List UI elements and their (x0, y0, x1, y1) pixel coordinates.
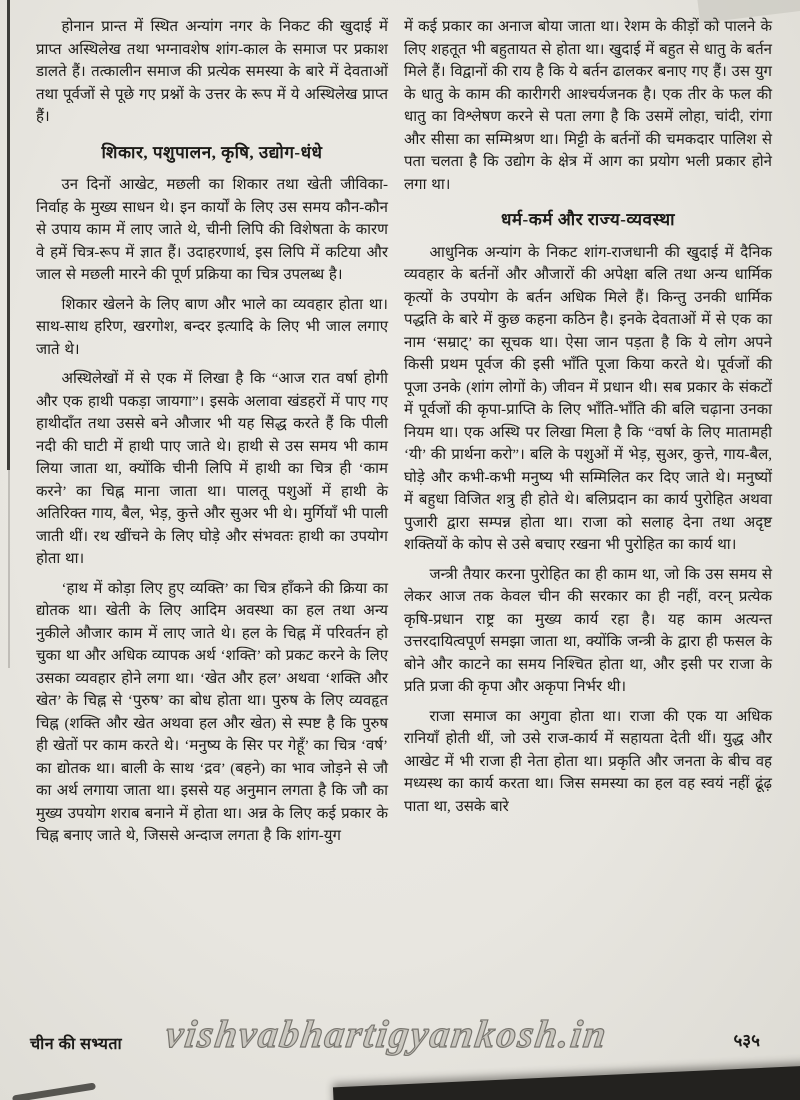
body-paragraph: शिकार खेलने के लिए बाण और भाले का व्यवहार होता था। साथ-साथ हरिण, खरगोश, बन्दर इत्यादि के लिए भी जाल लगाए जाते थे। (36, 296, 388, 358)
body-paragraph: राजा समाज का अगुवा होता था। राजा की एक या अधिक रानियाँ होती थीं, जो उसे राज-कार्य में सहायता देती थीं। युद्ध और आखेट में भी राजा ही नेता होता था। प्रकृति और जनता के बीच वह मध्यस्थ का कार्य करता था। जिस समस्या का हल वह स्वयं नहीं ढूंढ़ पाता था, उसके बारे (404, 708, 772, 815)
watermark-text: vishvabhartigyankosh.in (162, 1013, 611, 1056)
left-text-column (36, 16, 388, 855)
body-paragraph: आधुनिक अन्यांग के निकट शांग-राजधानी की खुदाई में दैनिक व्यवहार के बर्तनों और औजारों की अपेक्षा बलि तथा अन्य धार्मिक कृत्यों के उपयोग के बर्तन अधिक मिले हैं। किन्तु उनकी धार्मिक पद्धति के बारे में कुछ कहना कठिन है। इनके देवताओं में से एक का नाम ‘सम्राट्’ का सूचक था। ऐसा जान पड़ता है कि ये लोग अपने किसी प्रथम पूर्वज की इसी भाँति पूजा किया करते थे। पूर्वजों की पूजा उनके (शांग लोगों के) जीवन में प्रधान थी। सब प्रकार के संकटों में पूर्वजों की कृपा-प्राप्ति के लिए भाँति-भाँति की बलि चढ़ाना उनका नियम था। एक अस्थि पर लिखा मिला है कि “वर्षा के लिए मातामही ‘यी’ की प्रार्थना करो”। बलि के पशुओं में भेड़, सुअर, कुत्ते, गाय-बैल, घोड़े और कभी-कभी मनुष्य भी सम्मिलित कर दिए जाते थे। मनुष्यों में बहुधा विजित शत्रु ही होते थे। बलिप्रदान का कार्य पुरोहित अथवा पुजारी द्वारा सम्पन्न होता था। राजा को सलाह देना तथा अदृष्ट शक्तियों के कोप से उसे बचाए रखना भी पुरोहित का कार्य था। (404, 244, 772, 553)
body-paragraph: में कई प्रकार का अनाज बोया जाता था। रेशम के कीड़ों को पालने के लिए शहतूत भी बहुतायत से होता था। खुदाई में बहुत से धातु के बर्तन मिले हैं। विद्वानों की राय है कि ये बर्तन ढालकर बनाए गए हैं। उस युग के धातु के काम की कारीगरी आश्चर्यजनक है। एक तीर के फल की धातु का विश्लेषण करने से पता लगा है कि उसमें लोहा, चांदी, रांगा और सीसा का सम्मिश्रण था। मिट्टी के बर्तनों की चमकदार पालिश से पता चलता है कि उद्योग के क्षेत्र में आग का प्रयोग भली प्रकार होने लगा था। (404, 19, 772, 193)
body-paragraph: अस्थिलेखों में से एक में लिखा है कि “आज रात वर्षा होगी और एक हाथी पकड़ा जायगा”। इसके अलावा खंडहरों में पाए गए हाथीदाँत तथा उससे बने औजार भी यह सिद्ध करते हैं कि पीली नदी की घाटी में हाथी पाए जाते थे। हाथी से उस समय भी काम लिया जाता था, क्योंकि चीनी लिपि में हाथी का चित्र ही ‘काम करने’ का चिह्न माना जाता था। पालतू पशुओं में हाथी के अतिरिक्त गाय, बैल, भेड़, कुत्ते और सुअर भी थे। मुर्गियाँ भी पाली जाती थीं। रथ खींचने के लिए घोड़े और संभवतः हाथी का उपयोग होता था। (36, 371, 388, 567)
body-paragraph: उन दिनों आखेट, मछली का शिकार तथा खेती जीविका-निर्वाह के मुख्य साधन थे। इन कार्यों के लिए उस समय कौन-कौन से उपाय काम में लाए जाते थे, चीनी लिपि की विशेषता के कारण वे हमें चित्र-रूप में ज्ञात हैं। उदाहरणार्थ, इस लिपि में कटिया और जाल से मछली मारने की पूर्ण प्रक्रिया का चित्र उपलब्ध है। (36, 177, 388, 283)
section-heading: धर्म-कर्म और राज्य-व्यवस्था (500, 210, 676, 229)
body-paragraph: होनान प्रान्त में स्थित अन्यांग नगर के निकट की खुदाई में प्राप्त अस्थिलेख तथा भग्नावशेष शांग-काल के समाज पर प्रकाश डालते हैं। तत्कालीन समाज की प्रत्येक समस्या के बारे में देवताओं तथा पूर्वजों से पूछे गए प्रश्नों के उत्तर के रूप में ये अस्थिलेख प्राप्त हैं। (36, 19, 388, 125)
body-paragraph: ‘हाथ में कोड़ा लिए हुए व्यक्ति’ का चित्र हाँकने की क्रिया का द्योतक था। खेती के लिए आदिम अवस्था का हल तथा अन्य नुकीले औजार काम में लाए जाते थे। हल के चिह्न में परिवर्तन हो चुका था और अधिक व्यापक अर्थ ‘शक्ति’ को प्रकट करने के लिए उसका व्यवहार होने लगा था। ‘खेत और हल’ अथवा ‘शक्ति और खेत’ के चिह्न से ‘पुरुष’ का बोध होता था। पुरुष के लिए व्यवहृत चिह्न (शक्ति और खेत अथवा हल और खेत) से स्पष्ट है कि पुरुष ही खेतों पर काम करते थे। ‘मनुष्य के सिर पर गेहूँ’ का चित्र ‘वर्ष’ का द्योतक था। बाली के साथ ‘द्रव’ (बहने) का भाव जोड़ने से जौ का अर्थ लगाया जाता था। इससे यह अनुमान लगता है कि जौ का मुख्य उपयोग शराब बनाने में होता था। अन्न के लिए कई प्रकार के चिह्न बनाए जाते थे, जिससे अन्दाज लगता है कि शांग-युग (36, 580, 388, 844)
page-number: ५३५ (733, 1031, 760, 1050)
section-heading: शिकार, पशुपालन, कृषि, उद्योग-धंधे (101, 142, 323, 162)
scan-edge-artifact-left (7, 0, 10, 470)
scan-mark-artifact-bottom-left (12, 1082, 96, 1100)
right-text-column (404, 16, 772, 855)
body-paragraph: जन्त्री तैयार करना पुरोहित का ही काम था, जो कि उस समय से लेकर आज तक केवल चीन की सरकार का ही नहीं, वरन् प्रत्येक कृषि-प्रधान राष्ट्र का मुख्य कार्य रहा है। यह काम अत्यन्त उत्तरदायित्वपूर्ण समझा जाता था, क्योंकि जन्त्री के द्वारा ही फसल के बोने और काटने का समय निश्चित होता था, और इसी पर राजा के प्रति प्रजा की कृपा और अकृपा निर्भर थी। (404, 566, 772, 695)
page-content (36, 16, 772, 855)
scan-edge-artifact-left-faint (8, 468, 10, 668)
footer-book-title: चीन की सभ्यता (30, 1036, 123, 1053)
